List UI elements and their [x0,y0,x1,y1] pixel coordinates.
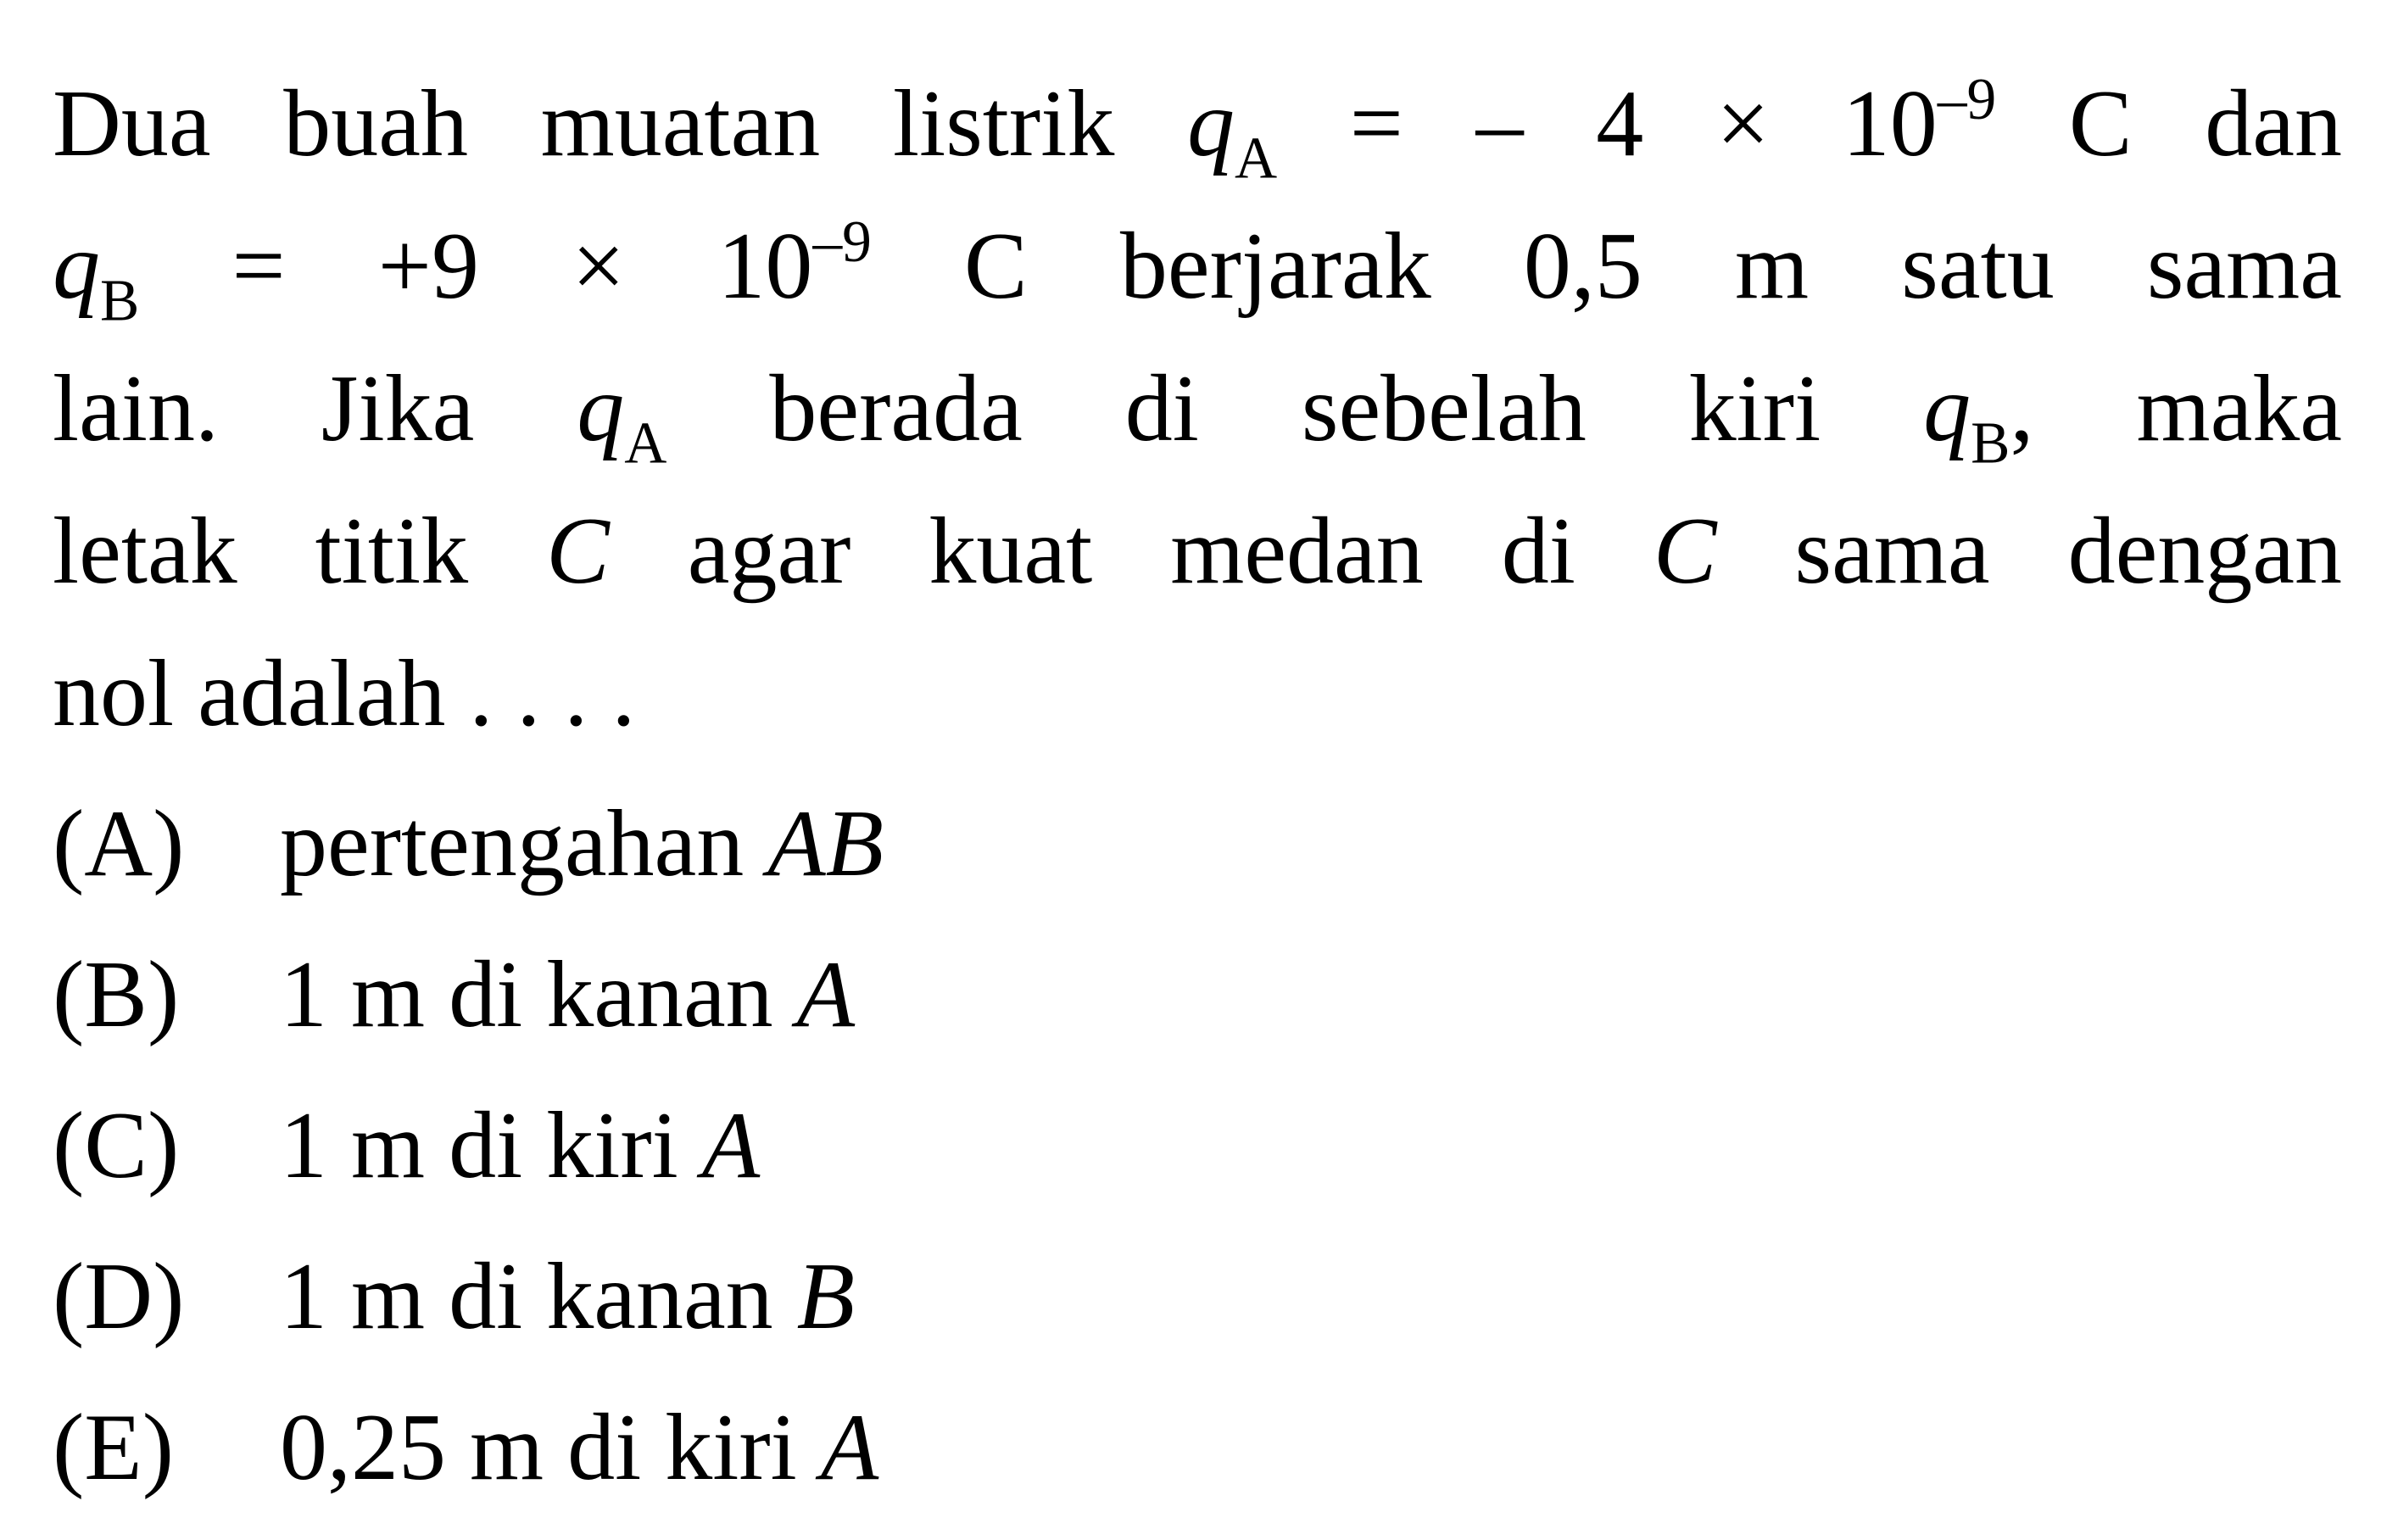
option-label: (E) [53,1395,175,1500]
stem-line-3 [53,338,2342,480]
answer-options [53,768,2342,1523]
option-variable: A [820,1395,879,1500]
stem-text: agar kuat medan di [609,499,1654,604]
charge-symbol-qb: q [1923,356,1971,461]
stem-text: sama dengan [1716,499,2342,604]
option-text-body: 1 m di kanan [280,942,797,1047]
stem-text: C dan [1996,71,2342,176]
charge-value-qa: = – 4 × 10 [1277,71,1938,176]
exponent-qa: –9 [1937,66,1997,132]
option-text [280,768,2342,919]
option-b[interactable] [53,919,2342,1070]
charge-subscript-b: B [100,268,140,334]
option-variable: A [701,1093,761,1198]
exponent-qb: –9 [812,209,872,275]
option-d[interactable] [53,1221,2342,1372]
stem-line-4 [53,480,2342,622]
option-text-body: pertengahan [280,791,768,896]
option-variable: A [796,942,856,1047]
option-text [280,1221,2342,1372]
option-text-body: 1 m di kiri [280,1093,702,1198]
charge-symbol-qb: q [53,214,100,319]
option-text [280,1372,2342,1523]
stem-text: lain. Jika [53,356,577,461]
point-symbol-c: C [1653,499,1717,604]
stem-text: C berjarak 0,5 m satu sama [871,214,2342,319]
stem-text: letak titik [53,499,547,604]
option-a[interactable] [53,768,2342,919]
charge-symbol-qa: q [577,356,625,461]
option-variable: B [796,1244,856,1349]
option-label: (B) [53,942,180,1047]
stem-line-5: nol adalah . . . . [53,641,636,746]
charge-subscript-a: A [1234,126,1278,192]
option-text [280,919,2342,1070]
stem-text: berada di sebelah kiri [666,356,1924,461]
charge-symbol-qa: q [1186,71,1235,176]
charge-value-qb: = +9 × 10 [139,214,813,319]
stem-line-1 [53,53,2342,195]
option-e[interactable] [53,1372,2342,1523]
question-stem [53,53,2342,765]
option-text-body: 0,25 m di kiri [280,1395,821,1500]
stem-text: Dua buah muatan listrik [53,71,1187,176]
option-label: (A) [53,791,185,896]
option-label: (D) [53,1244,185,1349]
option-text [280,1070,2342,1221]
point-symbol-c: C [546,499,610,604]
stem-line-2 [53,195,2342,338]
charge-subscript-b: B [1971,410,2010,477]
charge-subscript-a: A [624,410,667,477]
option-c[interactable] [53,1070,2342,1221]
option-variable: AB [767,791,884,896]
stem-text: , maka [2010,356,2342,461]
option-text-body: 1 m di kanan [280,1244,797,1349]
question-page [53,53,2342,1500]
option-label: (C) [53,1093,180,1198]
